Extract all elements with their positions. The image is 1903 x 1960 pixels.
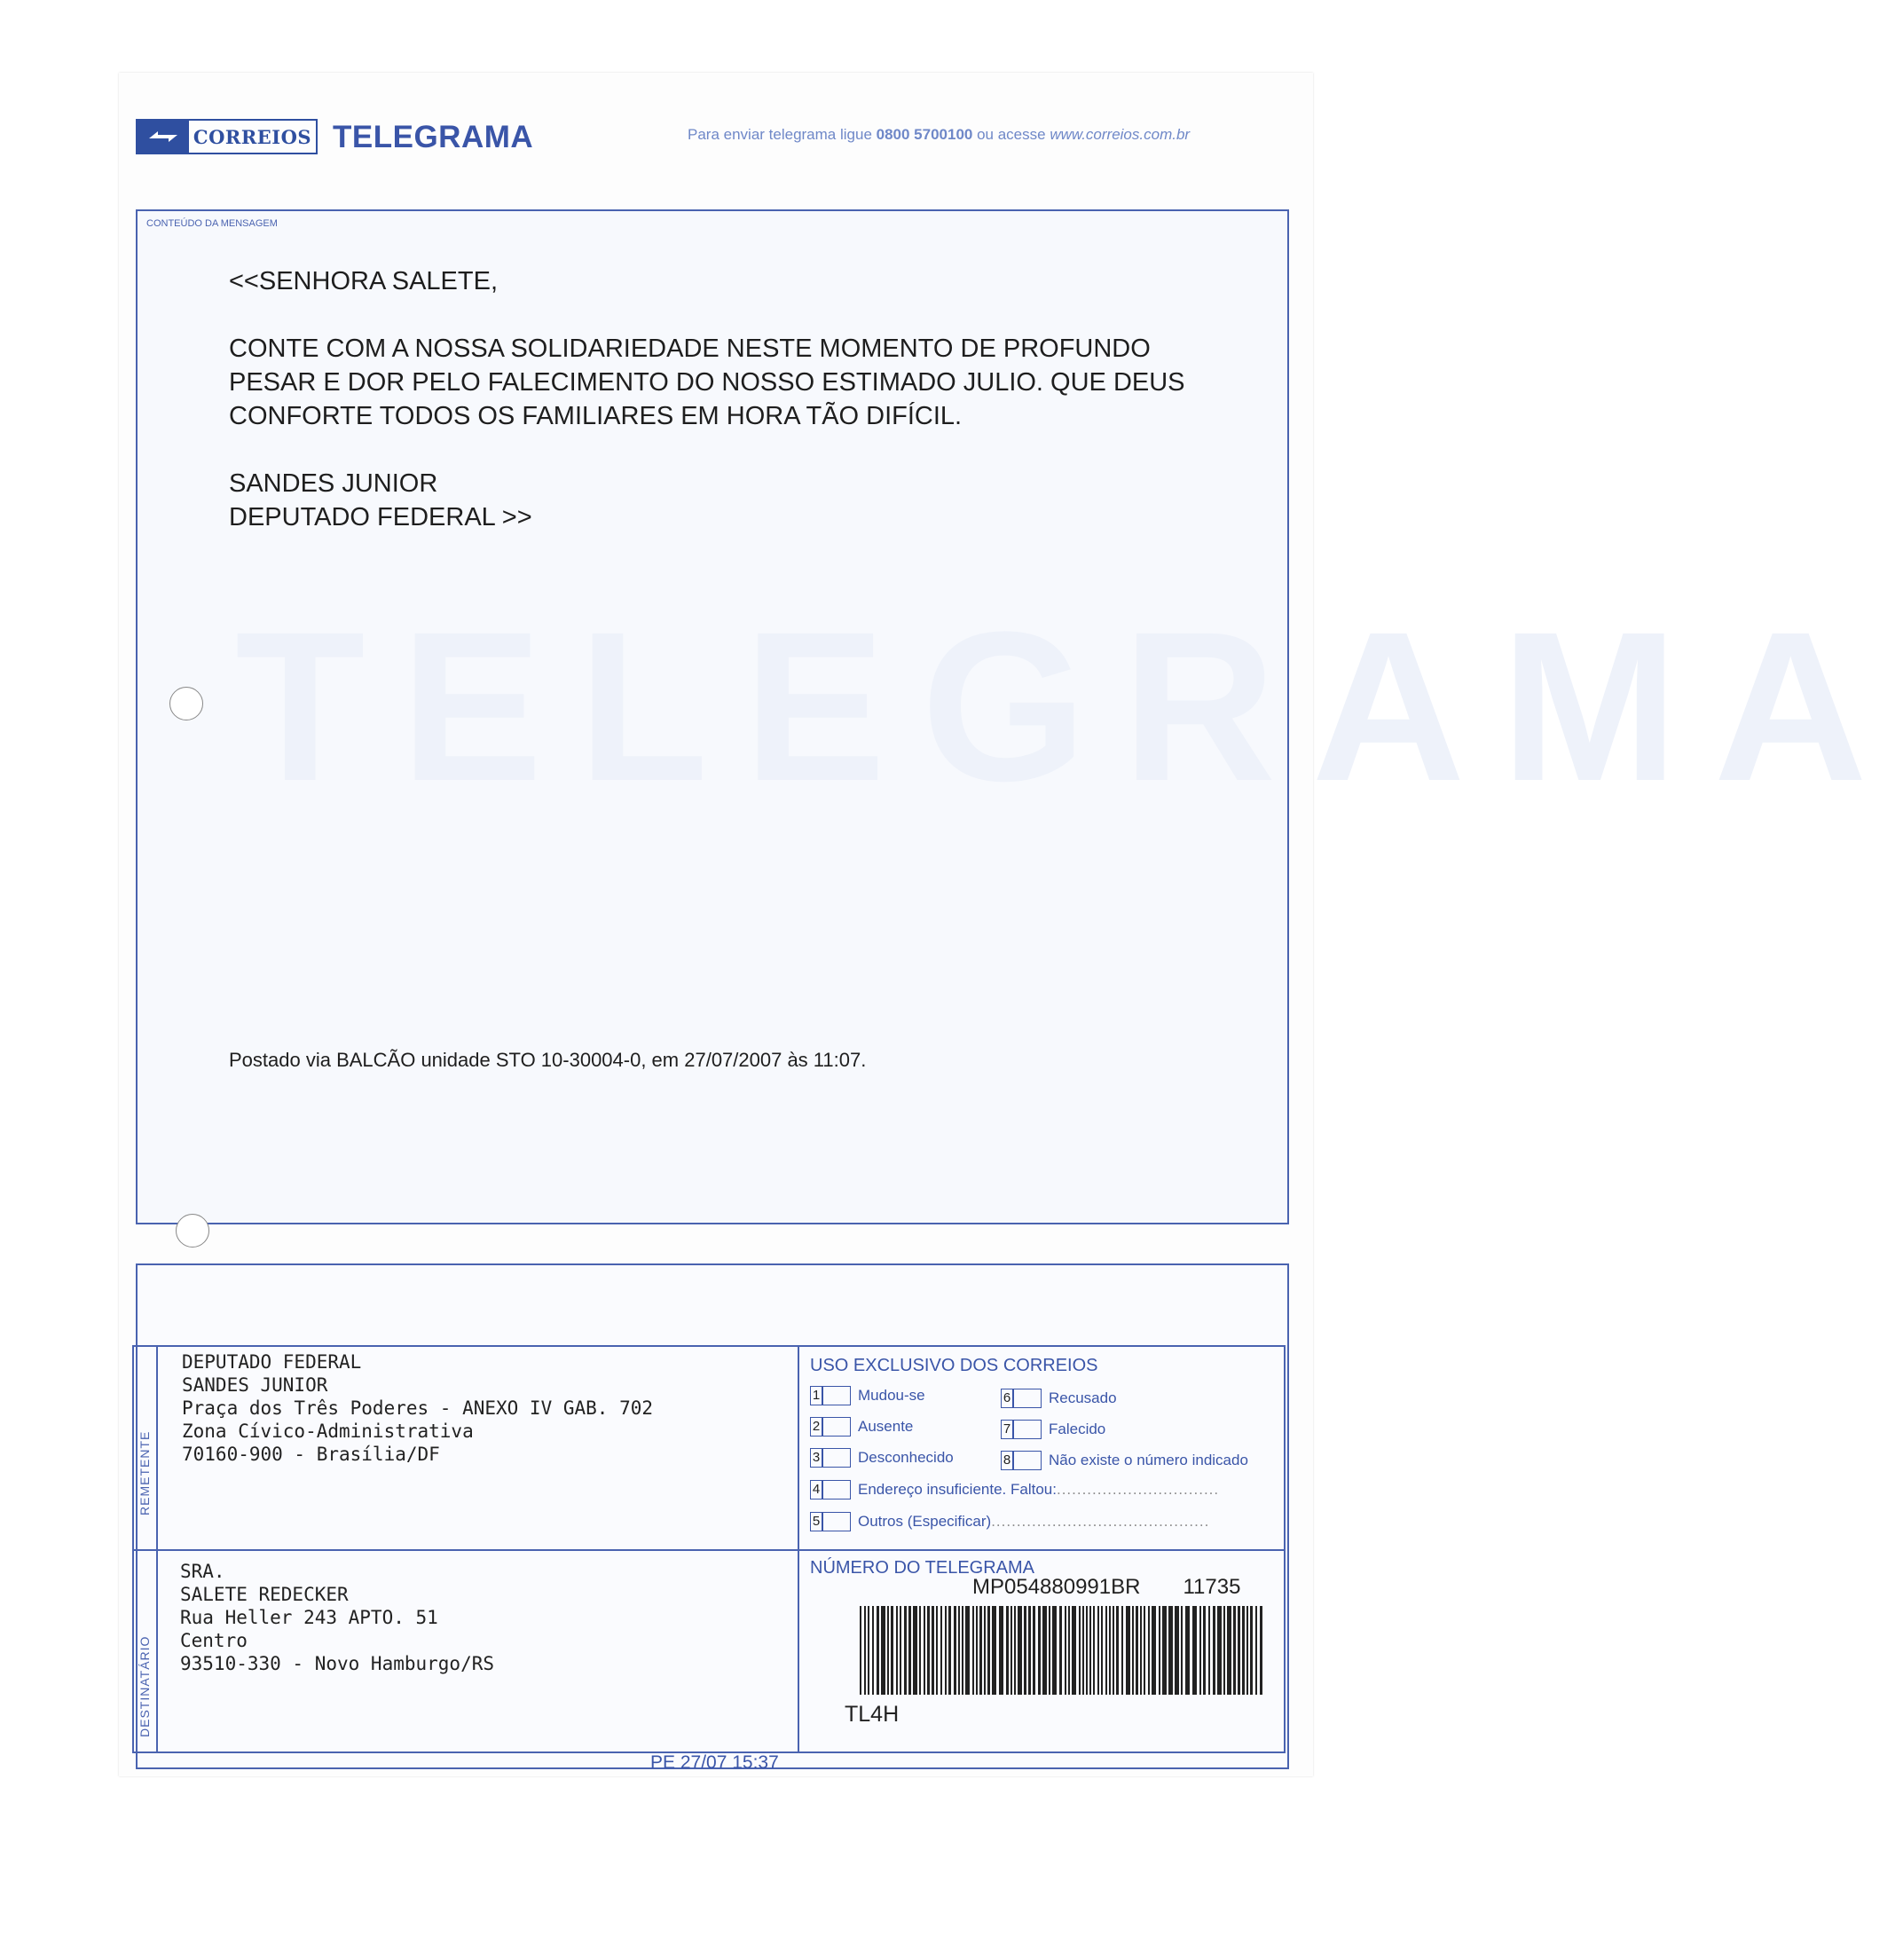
address-line: Praça dos Três Poderes - ANEXO IV GAB. 702 [182,1397,654,1419]
barcode-bar [1132,1606,1134,1695]
address-line: Centro [180,1630,248,1651]
date-stamp: PE 27/07 15:37 [650,1752,779,1773]
barcode-bar [1136,1606,1138,1695]
barcode-bar [877,1606,879,1695]
signature-line: DEPUTADO FEDERAL >> [229,503,532,531]
barcode-bar [1042,1606,1047,1695]
correios-arrows-icon [138,121,189,153]
recipient-label: DESTINATÁRIO [138,1635,152,1737]
barcode-bar [1217,1606,1222,1695]
barcode-bar [1089,1606,1091,1695]
barcode-bar [1246,1606,1248,1695]
barcode-bar [1144,1606,1145,1695]
checkbox-box[interactable] [1013,1389,1042,1408]
barcode-bar [976,1606,978,1695]
document-title: TELEGRAMA [333,120,534,154]
barcode-bar [1116,1606,1119,1695]
address-line: DEPUTADO FEDERAL [182,1351,362,1373]
checkbox-number: 4 [810,1480,822,1500]
barcode-bar [1109,1606,1111,1695]
address-line: 93510-330 - Novo Hamburgo/RS [180,1653,495,1674]
signature [229,467,1276,534]
barcode-bar [1208,1606,1210,1695]
body-line: CONFORTE TODOS OS FAMILIARES EM HORA TÃO DIFÍCIL. [229,402,963,430]
telegram-code [972,1575,1240,1600]
address-line: SANDES JUNIOR [182,1374,328,1396]
checkbox-label: Outros (Especificar) [858,1513,992,1530]
barcode-bar [1199,1606,1201,1695]
checkbox-number: 7 [1001,1420,1013,1439]
barcode-bar [1140,1606,1142,1695]
barcode-bar [948,1606,951,1695]
barcode-bar [927,1606,930,1695]
address-line: SRA. [180,1561,225,1582]
checkbox-number: 5 [810,1512,822,1531]
barcode-bar [932,1606,934,1695]
barcode-bar [936,1606,938,1695]
recipient-address [180,1560,494,1675]
barcode-bar [1223,1606,1225,1695]
barcode-bar [1213,1606,1215,1695]
telegram-number-label: NÚMERO DO TELEGRAMA [810,1558,1034,1578]
barcode-bar [1162,1606,1167,1695]
barcode-bar [1052,1606,1057,1695]
barcode-bar [1068,1606,1070,1695]
checkbox-box[interactable] [822,1512,851,1531]
row-divider [134,1549,1284,1551]
barcode-bar [864,1606,866,1695]
telegram-tag: TL4H [845,1702,900,1727]
checkbox-outros[interactable] [810,1512,1209,1531]
address-line: 70160-900 - Brasília/DF [182,1444,440,1465]
message-text [229,264,1276,568]
checkbox-recusado[interactable] [1001,1389,1117,1408]
barcode-bar [1159,1606,1160,1695]
checkbox-box[interactable] [822,1448,851,1468]
barcode-bar [1203,1606,1206,1695]
barcode-bar [1010,1606,1012,1695]
address-line: SALETE REDECKER [180,1584,349,1605]
checkbox-label: Recusado [1049,1389,1117,1406]
barcode-bar [1101,1606,1103,1695]
tracking-code: MP054880991BR [972,1575,1141,1599]
checkbox-box[interactable] [822,1386,851,1405]
barcode-bar [1192,1606,1197,1695]
barcode-bar [908,1606,911,1695]
barcode-bar [913,1606,917,1695]
greeting: <<SENHORA SALETE, [229,267,499,295]
barcode-bar [999,1606,1003,1695]
barcode-bar [1250,1606,1253,1695]
barcode-bar [1126,1606,1130,1695]
barcode-bar [1242,1606,1245,1695]
barcode-bar [868,1606,869,1695]
barcode-bar [896,1606,898,1695]
checkbox-box[interactable] [822,1417,851,1437]
barcode-bar [1148,1606,1150,1695]
checkbox-label: Mudou-se [858,1387,925,1404]
checkbox-number: 2 [810,1417,822,1437]
barcode-bar [1079,1606,1081,1695]
barcode-bar [1233,1606,1236,1695]
contact-info [688,126,1190,144]
barcode-bar [1065,1606,1066,1695]
barcode-bar [945,1606,947,1695]
barcode-bar [887,1606,889,1695]
fill-in-dots: ................................ [1056,1481,1220,1498]
checkbox-label: Ausente [858,1418,914,1435]
contact-phone: 0800 5700100 [876,126,973,143]
barcode-bar [1086,1606,1088,1695]
body-line: CONTE COM A NOSSA SOLIDARIEDADE NESTE MOMENTO DE PROFUNDO [229,335,1151,363]
barcode [860,1606,1268,1695]
barcode-bar [904,1606,907,1695]
checkbox-box[interactable] [822,1480,851,1500]
barcode-bar [1059,1606,1062,1695]
barcode-bar [1260,1606,1262,1695]
barcode-bar [1121,1606,1123,1695]
message-box [136,209,1903,1224]
header [136,115,1307,160]
checkbox-label: Não existe o número indicado [1049,1452,1248,1468]
barcode-bar [987,1606,990,1695]
barcode-bar [1018,1606,1022,1695]
barcode-bar [992,1606,996,1695]
fill-in-dots: ........................................... [991,1513,1210,1530]
checkbox-number: 1 [810,1386,822,1405]
posted-info: Postado via BALCÃO unidade STO 10-30004-0, em 27/07/2007 às 11:07. [229,1049,867,1071]
body-line: PESAR E DOR PELO FALECIMENTO DO NOSSO ESTIMADO JULIO. QUE DEUS [229,368,1185,397]
barcode-bar [1033,1606,1035,1695]
barcode-bar [979,1606,982,1695]
message-body [229,332,1276,433]
barcode-bar [1028,1606,1031,1695]
barcode-bar [1082,1606,1084,1695]
barcode-bar [1024,1606,1026,1695]
barcode-bar [984,1606,986,1695]
punch-hole [169,687,203,720]
correios-logo [136,119,318,154]
checkbox-label: Desconhecido [858,1449,954,1466]
address-line: Rua Heller 243 APTO. 51 [180,1607,438,1628]
barcode-bar [872,1606,874,1695]
signature-line: SANDES JUNIOR [229,469,438,498]
barcode-bar [891,1606,893,1695]
barcode-bar [919,1606,921,1695]
checkbox-number: 3 [810,1448,822,1468]
barcode-bar [1006,1606,1009,1695]
barcode-bar [1181,1606,1183,1695]
barcode-bar [900,1606,901,1695]
punch-hole [176,1214,209,1248]
barcode-bar [1227,1606,1231,1695]
contact-prefix: Para enviar telegrama ligue [688,126,877,143]
address-line: Zona Cívico-Administrativa [182,1421,474,1442]
barcode-bar [1238,1606,1240,1695]
message-label: CONTEÚDO DA MENSAGEM [146,218,278,229]
address-section [136,1263,1289,1769]
barcode-bar [1093,1606,1095,1695]
checkbox-desconhecido[interactable] [810,1448,954,1468]
barcode-bar [962,1606,963,1695]
checkbox-ausente[interactable] [810,1417,913,1437]
barcode-bar [972,1606,974,1695]
barcode-bar [1185,1606,1190,1695]
barcode-bar [1105,1606,1107,1695]
sender-label: REMETENTE [138,1430,152,1515]
checkbox-box[interactable] [1013,1420,1042,1439]
secondary-code: 11735 [1183,1575,1241,1599]
uso-exclusivo-title: USO EXCLUSIVO DOS CORREIOS [810,1356,1098,1375]
barcode-bar [958,1606,960,1695]
checkbox-number: 6 [1001,1389,1013,1408]
barcode-bar [924,1606,925,1695]
logo-text: CORREIOS [193,125,312,148]
barcode-bar [860,1606,861,1695]
barcode-bar [954,1606,956,1695]
barcode-bar [1168,1606,1173,1695]
checkbox-nao-existe-numero[interactable] [1001,1451,1248,1470]
watermark: TELEGRAMA [235,587,1903,825]
checkbox-box[interactable] [1013,1451,1042,1470]
barcode-bar [940,1606,942,1695]
checkbox-label: Falecido [1049,1421,1106,1437]
barcode-bar [881,1606,885,1695]
contact-mid: ou acesse [972,126,1050,143]
barcode-bar [1072,1606,1076,1695]
checkbox-label: Endereço insuficiente. Faltou: [858,1481,1057,1498]
barcode-bar [1175,1606,1179,1695]
checkbox-falecido[interactable] [1001,1420,1105,1439]
address-grid [132,1345,1286,1753]
barcode-bar [1097,1606,1099,1695]
barcode-bar [1113,1606,1114,1695]
barcode-bar [1152,1606,1156,1695]
contact-url: www.correios.com.br [1050,126,1191,143]
checkbox-endereco-insuficiente[interactable] [810,1480,1219,1500]
barcode-bar [1014,1606,1016,1695]
sender-address [182,1350,653,1466]
barcode-bar [1255,1606,1257,1695]
barcode-bar [965,1606,970,1695]
checkbox-mudou-se[interactable] [810,1386,925,1405]
checkbox-number: 8 [1001,1451,1013,1470]
barcode-bar [1038,1606,1041,1695]
barcode-bar [1049,1606,1050,1695]
